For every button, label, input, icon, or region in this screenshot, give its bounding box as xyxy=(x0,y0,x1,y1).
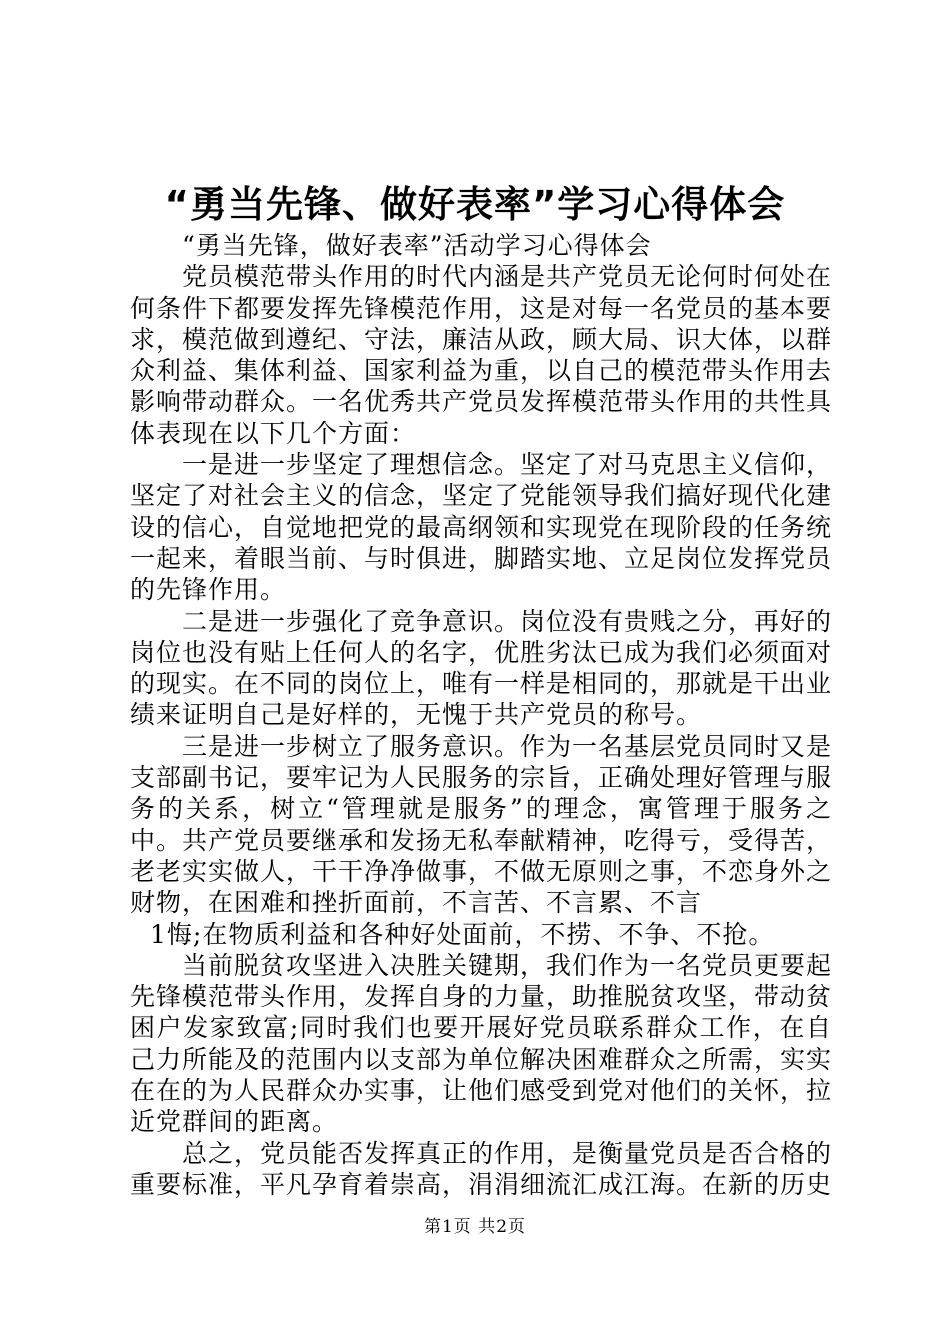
paragraph-continuation: 1悔;在物质利益和各种好处面前，不捞、不争、不抢。 xyxy=(150,919,775,949)
paragraph-conclusion: 总之，党员能否发挥真正的作用，是衡量党员是否合格的重要标准，平凡孕育着崇高，涓涓细流汇成江海。在新的历史 xyxy=(130,1138,833,1199)
document-body xyxy=(130,230,832,1200)
paragraph-point-2: 二是进一步强化了竞争意识。岗位没有贵贱之分，再好的岗位也没有贴上任何人的名字，优胜劣汰已成为我们必须面对的现实。在不同的岗位上，唯有一样是相同的，那就是干出业绩来证明自己是好样的，无愧于共产党员的称号。 xyxy=(130,606,833,730)
paragraph-poverty: 当前脱贫攻坚进入决胜关键期，我们作为一名党员更要起先锋模范带头作用，发挥自身的力量，助推脱贫攻坚，带动贫困户发家致富;同时我们也要开展好党员联系群众工作，在自己力所能及的范围内以支部为单位解决困难群众之所需，实实在在的为人民群众办实事，让他们感受到党对他们的关怀，拉近党群间的距离。 xyxy=(130,950,833,1137)
subtitle-paragraph: “勇当先锋，做好表率”活动学习心得体会 xyxy=(182,231,652,260)
paragraph-point-1: 一是进一步坚定了理想信念。坚定了对马克思主义信仰，坚定了对社会主义的信念，坚定了党能领导我们搞好现代化建设的信心，自觉地把党的最高纲领和实现党在现阶段的任务统一起来，着眼当前、与时俱进，脚踏实地、立足岗位发挥党员的先锋作用。 xyxy=(130,450,833,605)
page-footer: 第1页 共2页 xyxy=(423,1217,527,1237)
paragraph-intro: 党员模范带头作用的时代内涵是共产党员无论何时何处在何条件下都要发挥先锋模范作用，这是对每一名党员的基本要求，模范做到遵纪、守法，廉洁从政，顾大局、识大体，以群众利益、集体利益、国家利益为重，以自己的模范带头作用去影响带动群众。一名优秀共产党员发挥模范带头作用的共性具体表现在以下几个方面： xyxy=(130,262,833,448)
paragraph-point-3: 三是进一步树立了服务意识。作为一名基层党员同时又是支部副书记，要牢记为人民服务的宗旨，正确处理好管理与服务的关系，树立“管理就是服务”的理念，寓管理于服务之中。共产党员要继承和发扬无私奉献精神，吃得亏，受得苦，老老实实做人，干干净净做事，不做无原则之事，不恋身外之财物，在困难和挫折面前，不言苦、不言累、不言 xyxy=(130,731,833,918)
document-title: “勇当先锋、做好表率”学习心得体会 xyxy=(164,183,786,226)
